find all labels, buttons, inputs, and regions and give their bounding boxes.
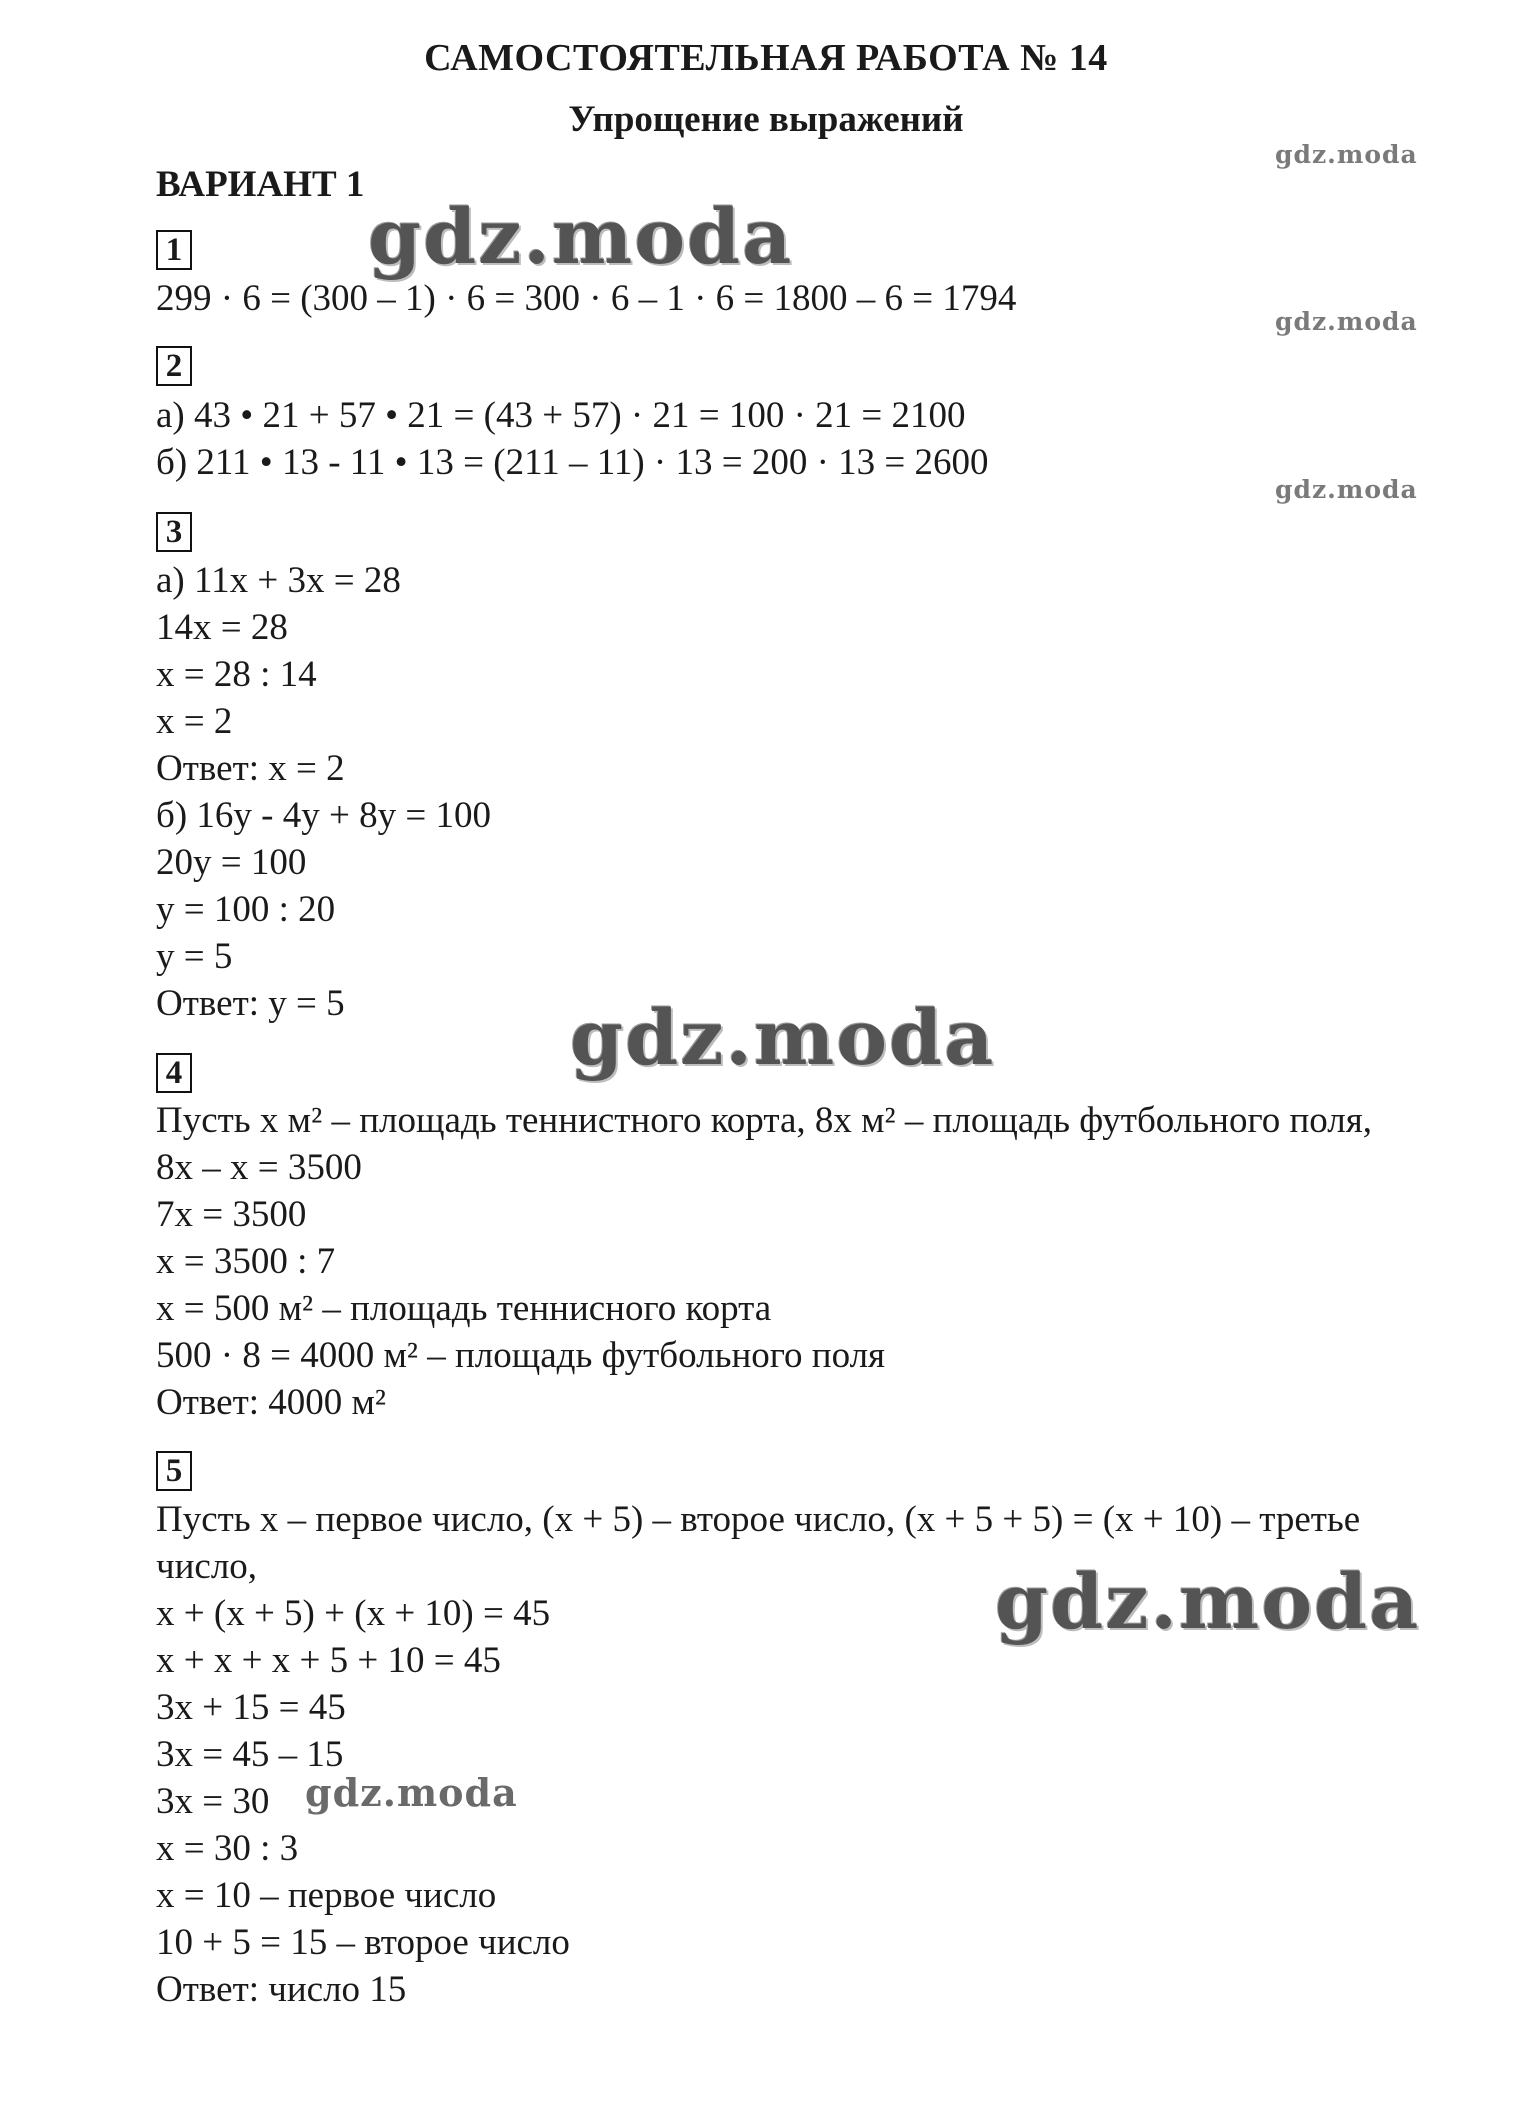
task-1-line-1: 299 · 6 = (300 – 1) · 6 = 300 · 6 – 1 · 6 = 1800 – 6 = 1794 [156,278,1017,319]
watermark-small-3: gdz.moda [1275,475,1418,504]
page-title: САМОСТОЯТЕЛЬНАЯ РАБОТА № 14 [424,37,1108,79]
task-number-5: 5 [156,1451,192,1491]
task-4-line-4: x = 3500 : 7 [156,1241,336,1282]
task-4-line-7: Ответ: 4000 м² [156,1382,387,1423]
task-4-line-3: 7x = 3500 [156,1194,307,1235]
watermark-medium-1: gdz.moda [305,1770,518,1815]
task-5-line-8: x = 30 : 3 [156,1828,299,1869]
task-3-line-8: y = 100 : 20 [156,889,336,930]
task-4-line-2: 8x – x = 3500 [156,1147,362,1188]
task-4-line-6: 500 · 8 = 4000 м² – площадь футбольного поля [156,1335,886,1376]
task-5-line-1: Пусть x – первое число, (x + 5) – второе число, (x + 5 + 5) = (x + 10) – третье [156,1499,1361,1540]
task-3-line-1: а) 11x + 3x = 28 [156,560,401,601]
task-3-line-9: y = 5 [156,936,233,977]
watermark-small-2: gdz.moda [1275,307,1418,336]
watermark-large-2: gdz.moda [570,993,996,1082]
task-2-line-1: а) 43 • 21 + 57 • 21 = (43 + 57) · 21 = 100 · 21 = 2100 [156,395,966,436]
task-5-line-4: x + x + x + 5 + 10 = 45 [156,1640,501,1681]
task-3-line-2: 14x = 28 [156,607,288,648]
task-number-4: 4 [156,1053,192,1093]
task-5-line-11: Ответ: число 15 [156,1969,407,2010]
task-3-line-5: Ответ: x = 2 [156,748,345,789]
watermark-small-1: gdz.moda [1275,140,1418,169]
task-5-line-6: 3x = 45 – 15 [156,1734,344,1775]
task-3-line-4: x = 2 [156,701,233,742]
task-3-line-10: Ответ: y = 5 [156,983,345,1024]
task-3-line-3: x = 28 : 14 [156,654,317,695]
watermark-large-1: gdz.moda [368,192,794,281]
task-3-line-6: б) 16y - 4y + 8y = 100 [156,795,491,836]
task-5-line-9: x = 10 – первое число [156,1875,497,1916]
task-number-1: 1 [156,230,192,270]
task-5-line-7: 3x = 30 [156,1781,270,1822]
variant-heading: ВАРИАНТ 1 [156,164,365,205]
watermark-large-3: gdz.moda [995,1557,1421,1646]
task-5-line-3: x + (x + 5) + (x + 10) = 45 [156,1593,551,1634]
task-3-line-7: 20y = 100 [156,842,307,883]
task-2-line-2: б) 211 • 13 - 11 • 13 = (211 – 11) · 13 = 200 · 13 = 2600 [156,442,989,483]
task-number-2: 2 [156,346,192,386]
task-4-line-1: Пусть x м² – площадь теннистного корта, 8x м² – площадь футбольного поля, [156,1100,1372,1141]
task-5-line-2: число, [156,1546,258,1587]
page-subtitle: Упрощение выражений [568,99,964,140]
task-4-line-5: x = 500 м² – площадь теннисного корта [156,1288,772,1329]
task-5-line-10: 10 + 5 = 15 – второе число [156,1922,570,1963]
task-5-line-5: 3x + 15 = 45 [156,1687,346,1728]
task-number-3: 3 [156,512,192,552]
